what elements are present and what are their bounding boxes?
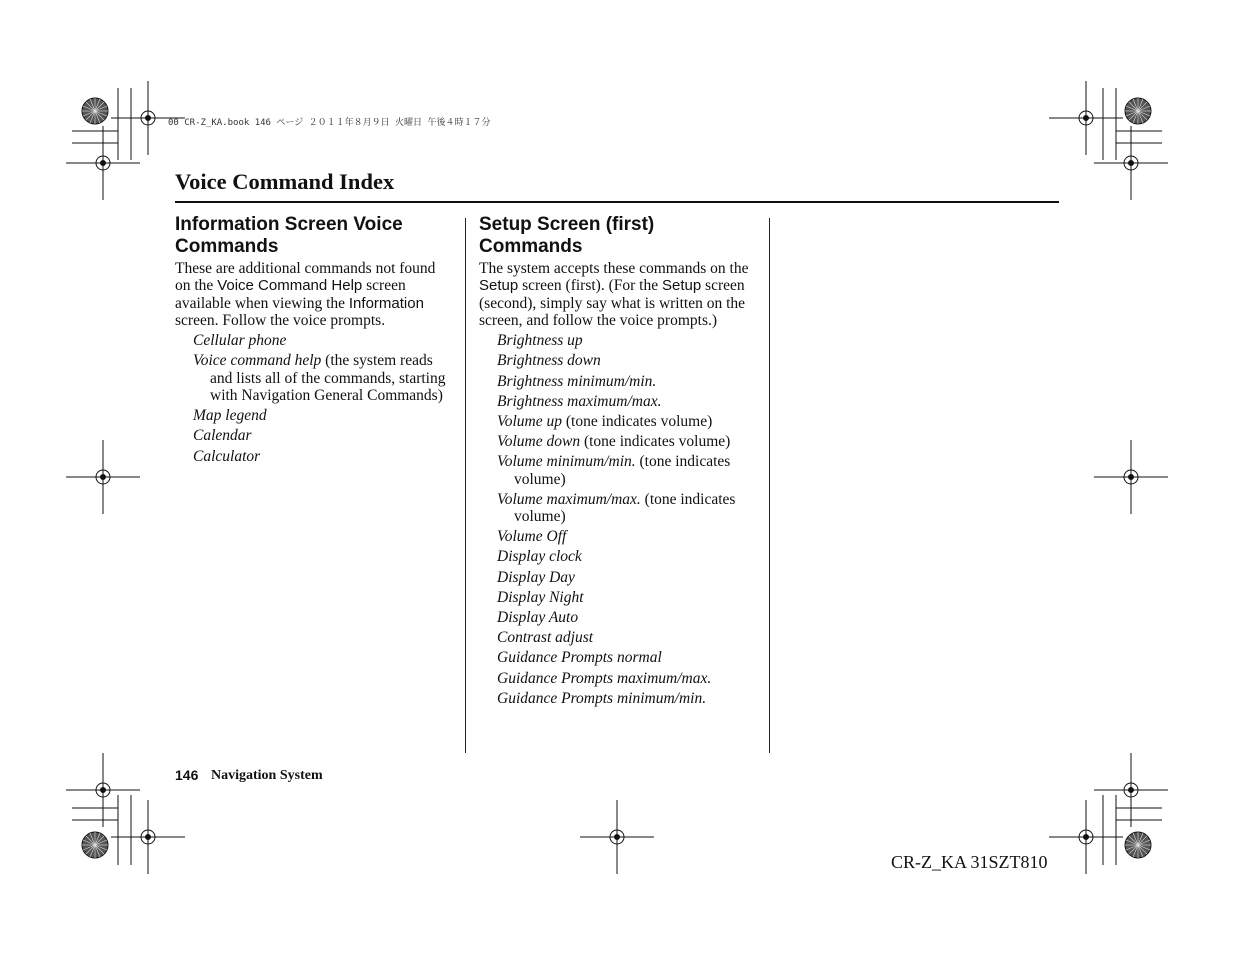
registration-mark [66,753,140,827]
command-item [497,352,761,369]
command-note: (tone indicates volume) [580,433,731,451]
intro-text: These are additional commands not found on the [175,260,436,295]
command-note: (the system reads and lists all of the commands, starting with Navigation General Commands) [210,352,446,404]
command-list [175,332,450,465]
command-item [497,373,761,390]
color-wheel-mark [82,98,108,124]
section-heading: Setup Screen (first) Commands [479,214,655,257]
color-wheel-mark [82,832,108,858]
information-screen-section [175,214,450,468]
command-item [497,629,761,646]
intro-text: screen (first). (For the [518,277,662,295]
command-item [193,448,450,465]
registration-mark [66,440,140,514]
command-item [497,649,761,666]
command-text: Display clock [497,548,582,566]
command-item [497,589,761,606]
intro-text: screen. Follow the voice prompts. [175,311,386,329]
registration-mark [580,800,654,874]
command-item [497,690,761,707]
intro-text: screen available when viewing the [175,277,406,312]
document-code: CR-Z_KA 31SZT810 [891,852,1048,872]
registration-mark [1094,126,1168,200]
command-text: Volume Off [497,528,567,546]
command-text: Voice command help [193,352,322,370]
command-item [497,393,761,410]
command-text: Brightness minimum/min. [497,372,657,390]
registration-mark [1049,81,1123,155]
command-item [497,609,761,626]
intro-text: screen (second), simply say what is written on the screen, and follow the voice prompts.) [479,277,746,329]
command-text: Map legend [193,407,267,425]
title-rule [175,201,1059,203]
command-item [497,413,761,430]
screen-name: Setup [479,277,519,295]
command-text: Display Auto [497,609,579,627]
command-item [193,332,450,349]
command-note: (tone indicates volume) [562,412,713,430]
command-note: (tone indicates volume) [514,490,736,526]
command-item [497,433,761,450]
column-divider [465,218,466,753]
command-item [497,491,761,526]
registration-mark [1049,800,1123,874]
command-item [497,332,761,349]
screen-name: Voice Command Help [217,277,363,295]
command-text: Volume maximum/max. [497,490,641,508]
command-item [497,453,761,488]
command-text: Guidance Prompts maximum/max. [497,669,712,687]
intro-text: The system accepts these commands on the [479,260,749,277]
screen-name: Setup [661,277,702,295]
command-item [193,427,450,444]
page-number: 146 [175,767,199,783]
command-item [497,569,761,586]
section-intro [479,260,761,329]
registration-mark [1094,753,1168,827]
page-title: Voice Command Index [175,169,395,194]
command-text: Calculator [193,447,261,465]
registration-mark [1094,440,1168,514]
command-note: (tone indicates volume) [514,453,731,488]
setup-screen-section [479,214,761,710]
command-text: Display Night [497,588,584,606]
command-text: Brightness up [497,332,583,350]
command-text: Volume down [497,433,581,451]
command-text: Volume minimum/min. [497,453,636,471]
color-wheel-mark [1125,98,1151,124]
command-text: Guidance Prompts normal [497,649,662,667]
command-text: Display Day [497,568,575,586]
command-list [479,332,761,707]
print-job-header: 00 CR-Z_KA.book 146 ページ ２０１１年８月９日 火曜日 午後４時１７分 [168,118,491,128]
color-wheel-mark [1125,832,1151,858]
command-text: Contrast adjust [497,629,594,647]
command-item [193,407,450,424]
footer-section-name: Navigation System [211,768,323,783]
registration-mark [111,800,185,874]
screen-name: Information [348,294,424,312]
command-text: Brightness down [497,352,601,370]
command-text: Guidance Prompts minimum/min. [497,689,707,707]
command-item [193,352,450,404]
command-text: Brightness maximum/max. [497,392,662,410]
command-text: Calendar [193,427,252,445]
section-heading: Information Screen Voice Commands [175,214,403,257]
command-item [497,548,761,565]
command-item [497,670,761,687]
command-text: Cellular phone [193,332,287,350]
column-divider [769,218,770,753]
section-intro [175,260,450,329]
command-item [497,528,761,545]
command-text: Volume up [497,412,563,430]
registration-mark [66,126,140,200]
